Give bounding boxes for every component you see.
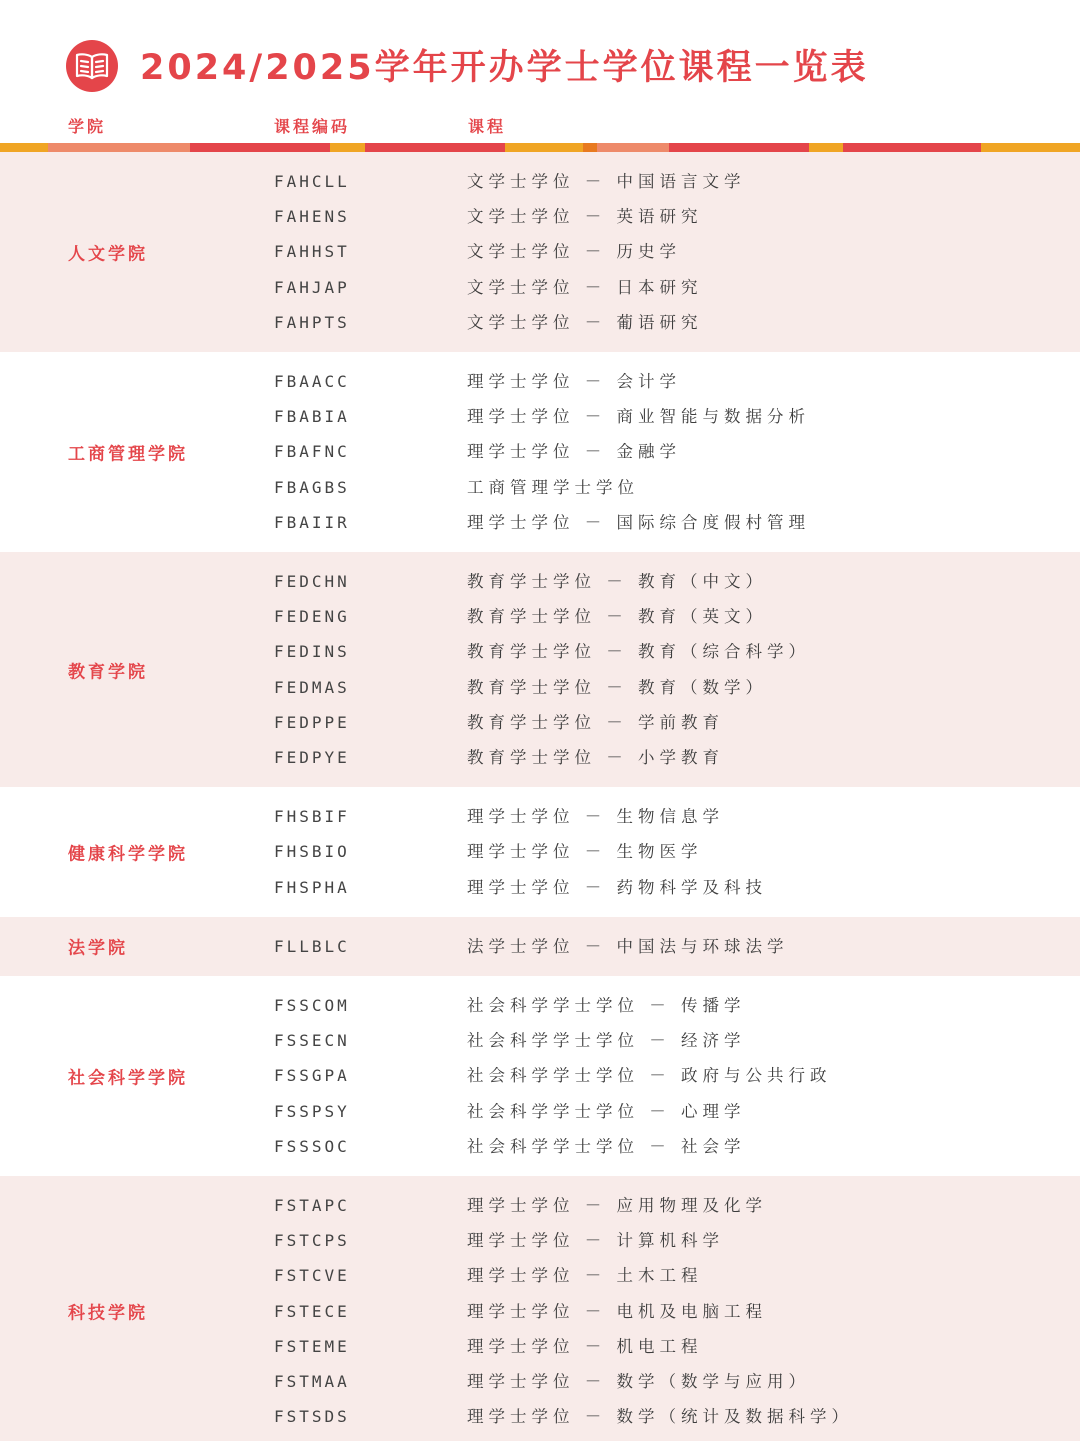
course-code: FAHCLL (274, 172, 350, 191)
school-name: 工商管理学院 (68, 444, 188, 465)
course-name: 理学士学位 － 数学（数学与应用） (467, 1372, 810, 1391)
table-row (0, 1258, 1080, 1293)
course-name: 社会科学学士学位 － 社会学 (467, 1136, 746, 1156)
table-row (0, 305, 1080, 340)
course-name: 教育学士学位 － 教育（英文） (467, 607, 767, 627)
table-row (0, 399, 1080, 434)
course-code: FEDPYE (274, 748, 350, 767)
course-name: 教育学士学位 － 学前教育 (467, 712, 724, 732)
course-code: FSTCVE (274, 1266, 350, 1286)
course-code: FLLBLC (274, 936, 350, 956)
course-code: FAHENS (274, 207, 350, 227)
course-name: 理学士学位 － 生物信息学 (467, 807, 724, 827)
table-row (0, 705, 1080, 740)
course-code: FBAACC (274, 372, 350, 391)
table-row (0, 988, 1080, 1023)
course-code: FSSCOM (274, 996, 350, 1015)
course-code: FAHJAP (274, 277, 350, 297)
header-divider-stripe (0, 143, 1080, 152)
course-code: FSSPSY (274, 1101, 350, 1121)
course-name: 文学士学位 － 中国语言文学 (467, 172, 746, 191)
table-row (0, 199, 1080, 234)
course-code: FSTCPS (274, 1231, 350, 1251)
table-row (0, 270, 1080, 305)
course-code: FEDMAS (274, 677, 350, 697)
course-code: FEDINS (274, 642, 350, 662)
course-name: 理学士学位 － 计算机科学 (467, 1231, 724, 1251)
course-name: 工商管理学士学位 (467, 477, 639, 497)
table-row (0, 1094, 1080, 1129)
course-code: FBAIIR (274, 512, 350, 532)
course-name: 理学士学位 － 国际综合度假村管理 (467, 512, 810, 532)
table-row (0, 634, 1080, 669)
table-row (0, 599, 1080, 634)
table-row (0, 1329, 1080, 1364)
table-row (0, 470, 1080, 505)
course-name: 理学士学位 － 商业智能与数据分析 (467, 407, 810, 427)
school-section (0, 552, 1080, 787)
course-name: 理学士学位 － 数学（统计及数据科学） (467, 1407, 853, 1427)
course-code: FSSGPA (274, 1066, 350, 1086)
course-name: 社会科学学士学位 － 政府与公共行政 (467, 1066, 832, 1086)
school-section (0, 152, 1080, 352)
course-name: 文学士学位 － 葡语研究 (467, 312, 703, 332)
school-name: 社会科学学院 (68, 1068, 188, 1089)
school-section (0, 787, 1080, 917)
table-row (0, 1188, 1080, 1223)
column-header-school: 学院 (68, 117, 107, 136)
course-name: 理学士学位 － 应用物理及化学 (467, 1196, 767, 1215)
course-code: FBAGBS (274, 477, 350, 497)
course-name: 文学士学位 － 历史学 (467, 242, 681, 262)
table-row (0, 164, 1080, 199)
school-name: 健康科学学院 (68, 844, 188, 865)
column-header-course: 课程 (468, 117, 507, 136)
course-code: FAHPTS (274, 312, 350, 332)
table-row (0, 434, 1080, 469)
course-code: FBAFNC (274, 442, 350, 462)
course-name: 理学士学位 － 会计学 (467, 372, 681, 391)
course-code: FSTECE (274, 1301, 350, 1321)
course-code: FAHHST (274, 242, 350, 262)
course-code: FSSECN (274, 1031, 350, 1051)
course-name: 教育学士学位 － 教育（数学） (467, 677, 767, 697)
table-row (0, 1023, 1080, 1058)
school-name: 人文学院 (68, 244, 148, 265)
course-name: 文学士学位 － 英语研究 (467, 207, 703, 227)
course-name: 理学士学位 － 机电工程 (467, 1336, 703, 1356)
table-row (0, 1364, 1080, 1399)
table-row (0, 234, 1080, 269)
table-row (0, 1399, 1080, 1434)
course-name: 教育学士学位 － 教育（综合科学） (467, 642, 810, 662)
table-row (0, 1294, 1080, 1329)
table-row (0, 364, 1080, 399)
table-row (0, 1058, 1080, 1093)
table-row (0, 929, 1080, 964)
course-code: FHSBIO (274, 842, 350, 862)
school-name: 法学院 (68, 938, 128, 959)
table-row (0, 1129, 1080, 1164)
course-name: 教育学士学位 － 小学教育 (467, 748, 724, 767)
school-section (0, 352, 1080, 552)
course-code: FEDPPE (274, 712, 350, 732)
course-name: 社会科学学士学位 － 传播学 (467, 996, 746, 1015)
course-code: FEDENG (274, 607, 350, 627)
course-name: 理学士学位 － 药物科学及科技 (467, 877, 767, 897)
course-name: 社会科学学士学位 － 经济学 (467, 1031, 746, 1051)
course-code: FSTMAA (274, 1372, 350, 1391)
course-name: 法学士学位 － 中国法与环球法学 (467, 936, 789, 956)
course-name: 文学士学位 － 日本研究 (467, 277, 703, 297)
school-name: 教育学院 (68, 662, 148, 683)
school-section (0, 1176, 1080, 1441)
table-row (0, 740, 1080, 775)
course-name: 教育学士学位 － 教育（中文） (467, 572, 767, 591)
table-row (0, 834, 1080, 869)
course-code: FSTEME (274, 1336, 350, 1356)
school-name: 科技学院 (68, 1303, 148, 1324)
course-code: FEDCHN (274, 572, 350, 591)
course-code: FSSSOC (274, 1136, 350, 1156)
course-name: 理学士学位 － 生物医学 (467, 842, 703, 862)
course-code: FHSPHA (274, 877, 350, 897)
school-section (0, 976, 1080, 1176)
table-row (0, 1223, 1080, 1258)
course-name: 社会科学学士学位 － 心理学 (467, 1101, 746, 1121)
page-header (0, 0, 1080, 110)
course-code: FBABIA (274, 407, 350, 427)
page-title: 2024/2025学年开办学士学位课程一览表 (140, 48, 869, 88)
course-code: FHSBIF (274, 807, 350, 827)
table-row (0, 564, 1080, 599)
school-section (0, 917, 1080, 976)
table-row (0, 670, 1080, 705)
course-name: 理学士学位 － 金融学 (467, 442, 681, 462)
open-book-icon (66, 40, 118, 92)
table-row (0, 505, 1080, 540)
column-header-code: 课程编码 (274, 117, 351, 136)
course-name: 理学士学位 － 土木工程 (467, 1266, 703, 1286)
course-code: FSTAPC (274, 1196, 350, 1215)
course-name: 理学士学位 － 电机及电脑工程 (467, 1301, 767, 1321)
table-row (0, 870, 1080, 905)
table-row (0, 799, 1080, 834)
course-code: FSTSDS (274, 1407, 350, 1427)
